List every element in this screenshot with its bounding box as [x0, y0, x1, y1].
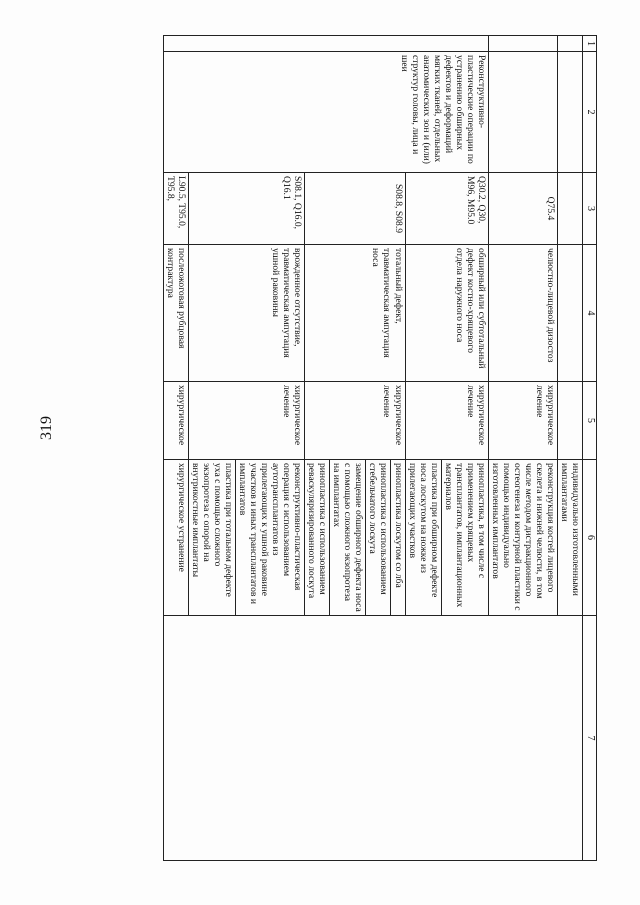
col-header: 1	[583, 36, 597, 52]
procedures-table	[163, 35, 597, 861]
table-cell: реконструкция костей лицевого скелета и нижней челюсти, в том числе методом дистракционного остеогенеза и контурной пластики с помощью индивидуально изготовленных имплантатов	[488, 460, 557, 616]
table-cell: пластика при обширном дефекте носа лоскутом на ножке из прилегающих участков	[405, 460, 441, 616]
table-cell	[163, 616, 582, 861]
table-cell	[163, 36, 488, 52]
table-cell: Q30.2, Q30, M96, M95.0	[405, 173, 488, 245]
table-cell	[488, 52, 557, 173]
table-cell: обширный или субтотальный дефект костно-хрящевого отдела наружного носа	[405, 245, 488, 382]
table-cell: хирургическое лечение	[488, 382, 557, 460]
table-cell: хирургическое устранение	[163, 460, 188, 616]
col-header: 5	[583, 382, 597, 460]
table-cell	[557, 36, 582, 52]
table-row	[557, 36, 582, 861]
table-cell: хирургическое лечение	[305, 382, 405, 460]
table-cell: послеожоговая рубцовая контрактура	[163, 245, 188, 382]
table-cell: реконструктивно-пластическая операция с использованием аутотрансплантатов из прилегающих к ушной раковине участков и иных трансплантатов и имплантатов	[236, 460, 305, 616]
table-cell: хирургическое	[163, 382, 188, 460]
table-cell: хирургическое лечение	[405, 382, 488, 460]
table-cell	[557, 382, 582, 460]
col-header: 3	[583, 173, 597, 245]
table-cell: Реконструктивно-пластические операции по устранению обширных дефектов и деформаций мягких тканей, отдельных анатомических зон и (или) структур головы, лица и шеи	[163, 52, 488, 173]
table-cell	[557, 173, 582, 245]
table-cell: S08.1, Q16.0, Q16.1	[188, 173, 304, 245]
col-header: 7	[583, 616, 597, 861]
table-cell: индивидуально изготовленными имплантатами	[557, 460, 582, 616]
rotated-table-container	[34, 35, 597, 860]
table-cell	[557, 52, 582, 173]
table-cell: ринопластика, в том числе с применением хрящевых трансплантатов, имплантационных материалов	[441, 460, 488, 616]
table-cell	[488, 36, 557, 52]
page-number: 319	[38, 416, 55, 440]
table-cell: ринопластика с использованием стебельчатого лоскута	[366, 460, 391, 616]
table-cell: челюстно-лицевой дизостоз	[488, 245, 557, 382]
table-cell: L90.5, T95.0, T95.8,	[163, 173, 188, 245]
table-cell: тотальный дефект, травматическая ампутация носа	[305, 245, 405, 382]
table-cell: S08.8, S08.9	[305, 173, 405, 245]
col-header: 6	[583, 460, 597, 616]
table-cell: ринопластика с использованием реваскуляризированного лоскута	[305, 460, 330, 616]
table-cell: врожденное отсутствие, травматическая ампутация ушной раковины	[188, 245, 304, 382]
table-cell	[557, 245, 582, 382]
table-cell: пластика при тотальном дефекте уха с помощью сложного экзопротеза с опорой на внутрикостные имплантаты	[188, 460, 235, 616]
col-header: 4	[583, 245, 597, 382]
table-cell: хирургическое лечение	[188, 382, 304, 460]
table-cell: ринопластика лоскутом со лба	[391, 460, 405, 616]
table-cell: Q75.4	[488, 173, 557, 245]
table-cell: замещение обширного дефекта носа с помощью сложного экзопротеза на имплантатах	[330, 460, 366, 616]
header-row	[583, 36, 597, 861]
col-header: 2	[583, 52, 597, 173]
